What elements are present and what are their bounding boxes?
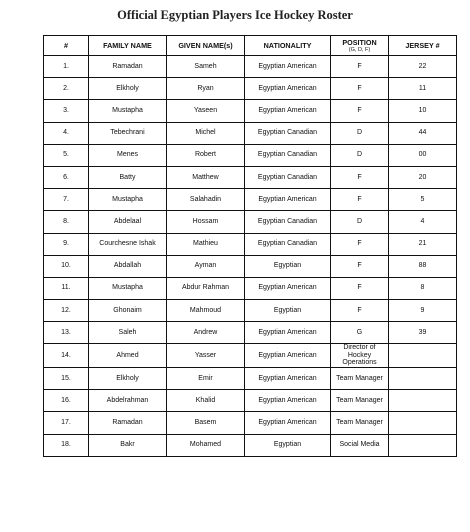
cell-position: F [331, 233, 389, 255]
cell-jersey: 9 [389, 300, 457, 322]
cell-family-name: Mustapha [89, 100, 167, 122]
cell-given-names: Yasser [167, 344, 245, 368]
cell-position: F [331, 78, 389, 100]
table-row [44, 100, 457, 122]
cell-family-name: Tebechrani [89, 122, 167, 144]
roster-body [44, 56, 457, 457]
table-row [44, 367, 457, 389]
cell-nationality: Egyptian Canadian [245, 233, 331, 255]
table-row [44, 300, 457, 322]
cell-family-name: Bakr [89, 434, 167, 456]
table-row [44, 211, 457, 233]
cell-position: F [331, 100, 389, 122]
cell-family-name: Ramadan [89, 412, 167, 434]
cell-family-name: Mustapha [89, 189, 167, 211]
cell-position: D [331, 211, 389, 233]
cell-given-names: Basem [167, 412, 245, 434]
cell-family-name: Courchesne Ishak [89, 233, 167, 255]
header-nationality: NATIONALITY [245, 36, 331, 56]
cell-jersey: 22 [389, 56, 457, 78]
cell-number: 18. [44, 434, 89, 456]
cell-number: 11. [44, 277, 89, 299]
cell-given-names: Ayman [167, 255, 245, 277]
header-position-subtitle: (G, D, F) [348, 46, 371, 53]
table-row [44, 255, 457, 277]
cell-nationality: Egyptian [245, 255, 331, 277]
cell-nationality: Egyptian American [245, 367, 331, 389]
cell-given-names: Sameh [167, 56, 245, 78]
cell-jersey: 44 [389, 122, 457, 144]
cell-family-name: Elkholy [89, 78, 167, 100]
header-position-label: POSITION [342, 37, 377, 47]
page-title: Official Egyptian Players Ice Hockey Roster [117, 8, 353, 22]
cell-family-name: Batty [89, 166, 167, 188]
cell-position: D [331, 144, 389, 166]
table-row [44, 122, 457, 144]
cell-nationality: Egyptian American [245, 412, 331, 434]
cell-position: Team Manager [331, 390, 389, 412]
cell-family-name: Ramadan [89, 56, 167, 78]
cell-nationality: Egyptian American [245, 56, 331, 78]
cell-number: 4. [44, 122, 89, 144]
cell-given-names: Mohamed [167, 434, 245, 456]
cell-number: 6. [44, 166, 89, 188]
cell-given-names: Mahmoud [167, 300, 245, 322]
cell-nationality: Egyptian Canadian [245, 211, 331, 233]
cell-number: 12. [44, 300, 89, 322]
cell-family-name: Elkholy [89, 367, 167, 389]
cell-nationality: Egyptian American [245, 390, 331, 412]
cell-nationality: Egyptian Canadian [245, 166, 331, 188]
table-row [44, 322, 457, 344]
cell-given-names: Salahadin [167, 189, 245, 211]
cell-given-names: Emir [167, 367, 245, 389]
cell-jersey: 5 [389, 189, 457, 211]
cell-nationality: Egyptian American [245, 78, 331, 100]
cell-jersey: 4 [389, 211, 457, 233]
cell-number: 13. [44, 322, 89, 344]
cell-position: F [331, 166, 389, 188]
cell-family-name: Ghonaim [89, 300, 167, 322]
cell-number: 3. [44, 100, 89, 122]
cell-jersey: 10 [389, 100, 457, 122]
cell-nationality: Egyptian [245, 434, 331, 456]
cell-jersey: 00 [389, 144, 457, 166]
cell-jersey: 21 [389, 233, 457, 255]
table-row [44, 233, 457, 255]
cell-position: F [331, 255, 389, 277]
cell-nationality: Egyptian American [245, 344, 331, 368]
cell-family-name: Saleh [89, 322, 167, 344]
cell-given-names: Hossam [167, 211, 245, 233]
cell-given-names: Andrew [167, 322, 245, 344]
cell-number: 10. [44, 255, 89, 277]
cell-nationality: Egyptian American [245, 100, 331, 122]
cell-jersey [389, 344, 457, 368]
cell-position: Team Manager [331, 412, 389, 434]
header-jersey: JERSEY # [389, 36, 457, 56]
cell-nationality: Egyptian [245, 300, 331, 322]
cell-position: F [331, 277, 389, 299]
header-given-names: GIVEN NAME(s) [167, 36, 245, 56]
cell-number: 2. [44, 78, 89, 100]
cell-family-name: Mustapha [89, 277, 167, 299]
cell-jersey [389, 367, 457, 389]
cell-position: Team Manager [331, 367, 389, 389]
cell-given-names: Michel [167, 122, 245, 144]
header-family-name: FAMILY NAME [89, 36, 167, 56]
cell-position: D [331, 122, 389, 144]
cell-number: 15. [44, 367, 89, 389]
table-row [44, 344, 457, 368]
cell-number: 1. [44, 56, 89, 78]
cell-jersey [389, 434, 457, 456]
cell-nationality: Egyptian Canadian [245, 122, 331, 144]
cell-position: Director of Hockey Operations [331, 344, 389, 368]
cell-number: 17. [44, 412, 89, 434]
table-row [44, 78, 457, 100]
cell-given-names: Yaseen [167, 100, 245, 122]
table-row [44, 412, 457, 434]
cell-number: 9. [44, 233, 89, 255]
cell-given-names: Mathieu [167, 233, 245, 255]
table-row [44, 56, 457, 78]
cell-jersey: 39 [389, 322, 457, 344]
cell-family-name: Abdelrahman [89, 390, 167, 412]
cell-family-name: Menes [89, 144, 167, 166]
cell-family-name: Ahmed [89, 344, 167, 368]
cell-nationality: Egyptian Canadian [245, 144, 331, 166]
roster-table [43, 35, 457, 457]
header-number: # [44, 36, 89, 56]
table-row [44, 434, 457, 456]
cell-position: F [331, 56, 389, 78]
cell-family-name: Abdelaal [89, 211, 167, 233]
table-row [44, 390, 457, 412]
cell-nationality: Egyptian American [245, 322, 331, 344]
cell-nationality: Egyptian American [245, 189, 331, 211]
cell-jersey [389, 412, 457, 434]
table-row [44, 166, 457, 188]
cell-nationality: Egyptian American [245, 277, 331, 299]
cell-given-names: Khalid [167, 390, 245, 412]
header-position [331, 36, 389, 56]
cell-jersey: 11 [389, 78, 457, 100]
table-row [44, 277, 457, 299]
cell-position: G [331, 322, 389, 344]
cell-number: 7. [44, 189, 89, 211]
cell-position: F [331, 300, 389, 322]
cell-jersey: 88 [389, 255, 457, 277]
table-row [44, 189, 457, 211]
cell-number: 16. [44, 390, 89, 412]
cell-given-names: Ryan [167, 78, 245, 100]
cell-number: 5. [44, 144, 89, 166]
cell-jersey: 8 [389, 277, 457, 299]
table-row [44, 144, 457, 166]
cell-position: Social Media [331, 434, 389, 456]
cell-position: F [331, 189, 389, 211]
cell-jersey: 20 [389, 166, 457, 188]
header-row [44, 36, 457, 56]
cell-given-names: Matthew [167, 166, 245, 188]
cell-number: 14. [44, 344, 89, 368]
cell-jersey [389, 390, 457, 412]
cell-family-name: Abdallah [89, 255, 167, 277]
cell-given-names: Robert [167, 144, 245, 166]
cell-given-names: Abdur Rahman [167, 277, 245, 299]
cell-number: 8. [44, 211, 89, 233]
